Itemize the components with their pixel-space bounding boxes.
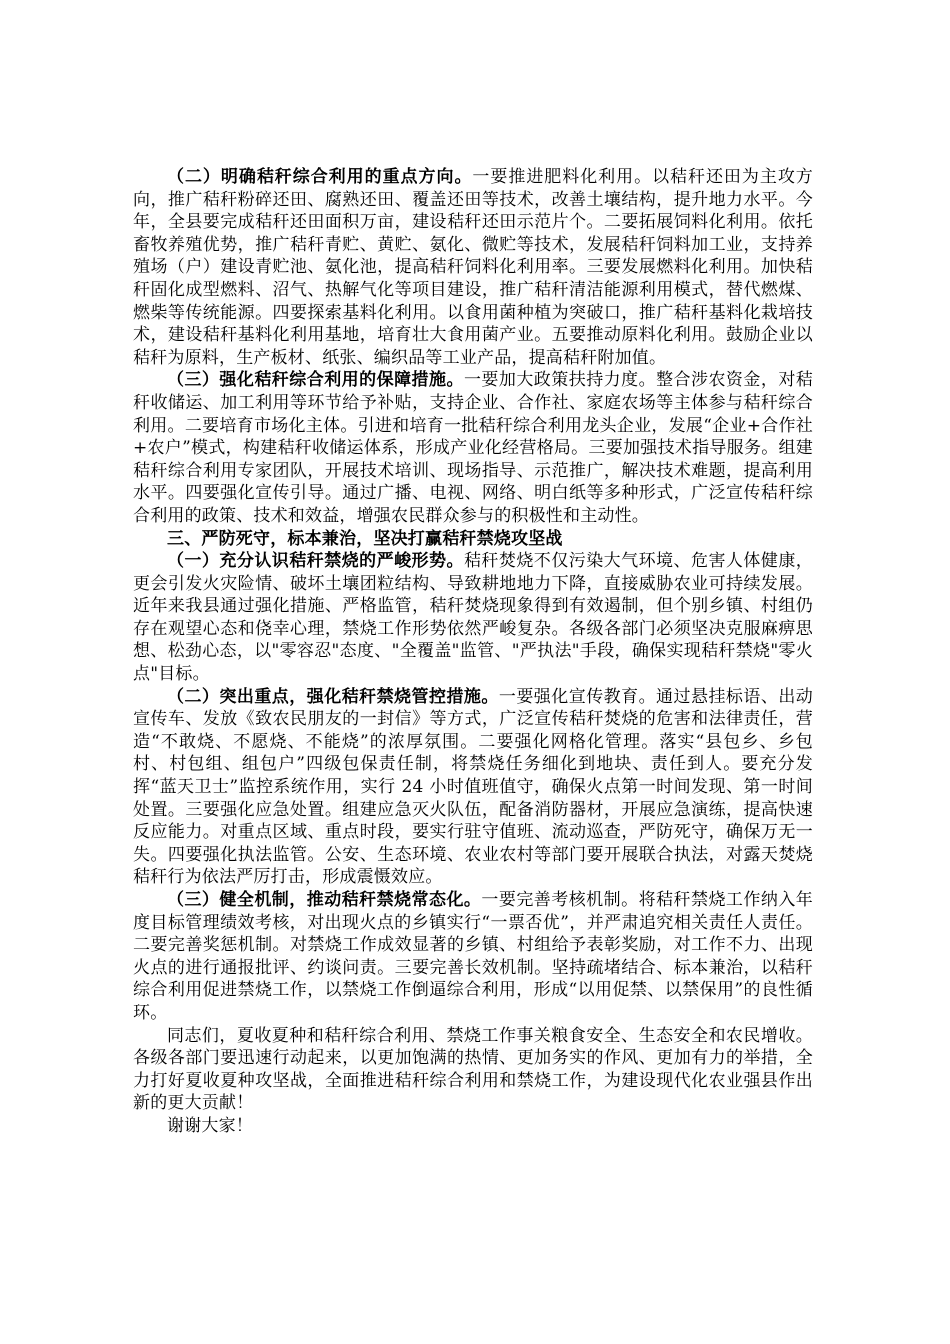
paragraph-text: 同志们，夏收夏种和秸秆综合利用、禁烧工作事关粮食安全、生态安全和农民增收。各级各部门要迅速行动起来，以更加饱满的热情、更加务实的作风、更加有力的举措，全力打好夏收夏种攻坚战，全面推进秸秆综合利用和禁烧工作，为建设现代化农业强县作出新的更大贡献！ [133,1025,813,1114]
paragraph-text: 谢谢大家！ [167,1115,253,1136]
paragraph-safeguard-measures [133,369,813,527]
paragraph-text: 一要加大政策扶持力度。整合涉农资金，对秸秆收储运、加工利用等环节给予补贴，支持企业、合作社、家庭农场等主体参与秸秆综合利用。二要培育市场化主体。引进和培育一批秸秆综合利用龙头企业，发展“企业+合作社+农户”模式，构建秸秆收储运体系，形成产业化经营格局。三要加强技术指导服务。组建秸秆综合利用专家团队，开展技术培训、现场指导、示范推广，解决技术难题，提高利用水平。四要强化宣传引导。通过广播、电视、网络、明白纸等多种形式，广泛宣传秸秆综合利用的政策、技术和效益，增强农民群众参与的积极性和主动性。 [133,370,814,526]
document-body [133,166,813,1138]
paragraph-lead: （二）明确秸秆综合利用的重点方向。 [167,167,473,187]
paragraph-lead: （二）突出重点，强化秸秆禁烧管控措施。 [167,686,499,707]
paragraph-severe-situation [133,550,813,686]
paragraph-key-directions [133,166,813,369]
paragraph-lead: （三）强化秸秆综合利用的保障措施。 [167,370,464,391]
paragraph-control-measures [133,686,813,889]
paragraph-text: 秸秆焚烧不仅污染大气环境、危害人体健康，更会引发火灾险情、破坏土壤团粒结构、导致耕地地力下降，直接威胁农业可持续发展。近年来我县通过强化措施、严格监管，秸秆焚烧现象得到有效遏制，但个别乡镇、村组仍存在观望心态和侥幸心理，禁烧工作形势依然严峻复杂。各级各部门必须坚决克服麻痹思想、松劲心态，以"零容忍"态度、"全覆盖"监管、"严执法"手段，确保实现秸秆禁烧"零火点"目标。 [133,551,814,685]
paragraph-mechanisms [133,889,813,1025]
paragraph-closing-remarks [133,1025,813,1115]
paragraph-lead: （三）健全机制，推动秸秆禁烧常态化。 [167,890,482,910]
paragraph-text: 一要完善考核机制。将秸秆禁烧工作纳入年度目标管理绩效考核，对出现火点的乡镇实行“一票否优”，并严肃追究相关责任人责任。二要完善奖惩机制。对禁烧工作成效显著的乡镇、村组给予表彰奖励，对工作不力、出现火点的进行通报批评、约谈问责。三要完善长效机制。坚持疏堵结合、标本兼治，以秸秆综合利用促进禁烧工作，以禁烧工作倒逼综合利用，形成“以用促禁、以禁保用”的良性循环。 [133,890,813,1023]
paragraph-thanks [133,1115,813,1138]
paragraph-text: 一要推进肥料化利用。以秸秆还田为主攻方向，推广秸秆粉碎还田、腐熟还田、覆盖还田等技术，改善土壤结构，提升地力水平。今年，全县要完成秸秆还田面积万亩，建设秸秆还田示范片个。二要拓展饲料化利用。依托畜牧养殖优势，推广秸秆青贮、黄贮、氨化、微贮等技术，发展秸秆饲料加工业，支持养殖场（户）建设青贮池、氨化池，提高秸秆饲料化利用率。三要发展燃料化利用。加快秸秆固化成型燃料、沼气、热解气化等项目建设，推广秸秆清洁能源利用模式，替代燃煤、燃柴等传统能源。四要探索基料化利用。以食用菌种植为突破口，推广秸秆基料化栽培技术，建设秸秆基料化利用基地，培育壮大食用菌产业。五要推动原料化利用。鼓励企业以秸秆为原料，生产板材、纸张、编织品等工业产品，提高秸秆附加值。 [133,167,813,368]
paragraph-lead: （一）充分认识秸秆禁烧的严峻形势。 [167,551,464,572]
paragraph-text: 一要强化宣传教育。通过悬挂标语、出动宣传车、发放《致农民朋友的一封信》等方式，广泛宣传秸秆焚烧的危害和法律责任，营造“不敢烧、不愿烧、不能烧”的浓厚氛围。二要强化网格化管理。落实“县包乡、乡包村、村包组、组包户”四级包保责任制，将禁烧任务细化到地块、责任到人。要充分发挥“蓝天卫士”监控系统作用，实行 24 小时值班值守，确保火点第一时间发现、第一时间处置。三要强化应急处置。组建应急灭火队伍，配备消防器材，开展应急演练，提高快速反应能力。对重点区域、重点时段，要实行驻守值班、流动巡查，严防死守，确保万无一失。四要强化执法监管。公安、生态环境、农业农村等部门要开展联合执法，对露天焚烧秸秆行为依法严厉打击，形成震慑效应。 [133,686,813,888]
section-heading-burning-ban [133,528,813,551]
section-heading-text: 三、严防死守，标本兼治，坚决打赢秸秆禁烧攻坚战 [167,528,563,549]
